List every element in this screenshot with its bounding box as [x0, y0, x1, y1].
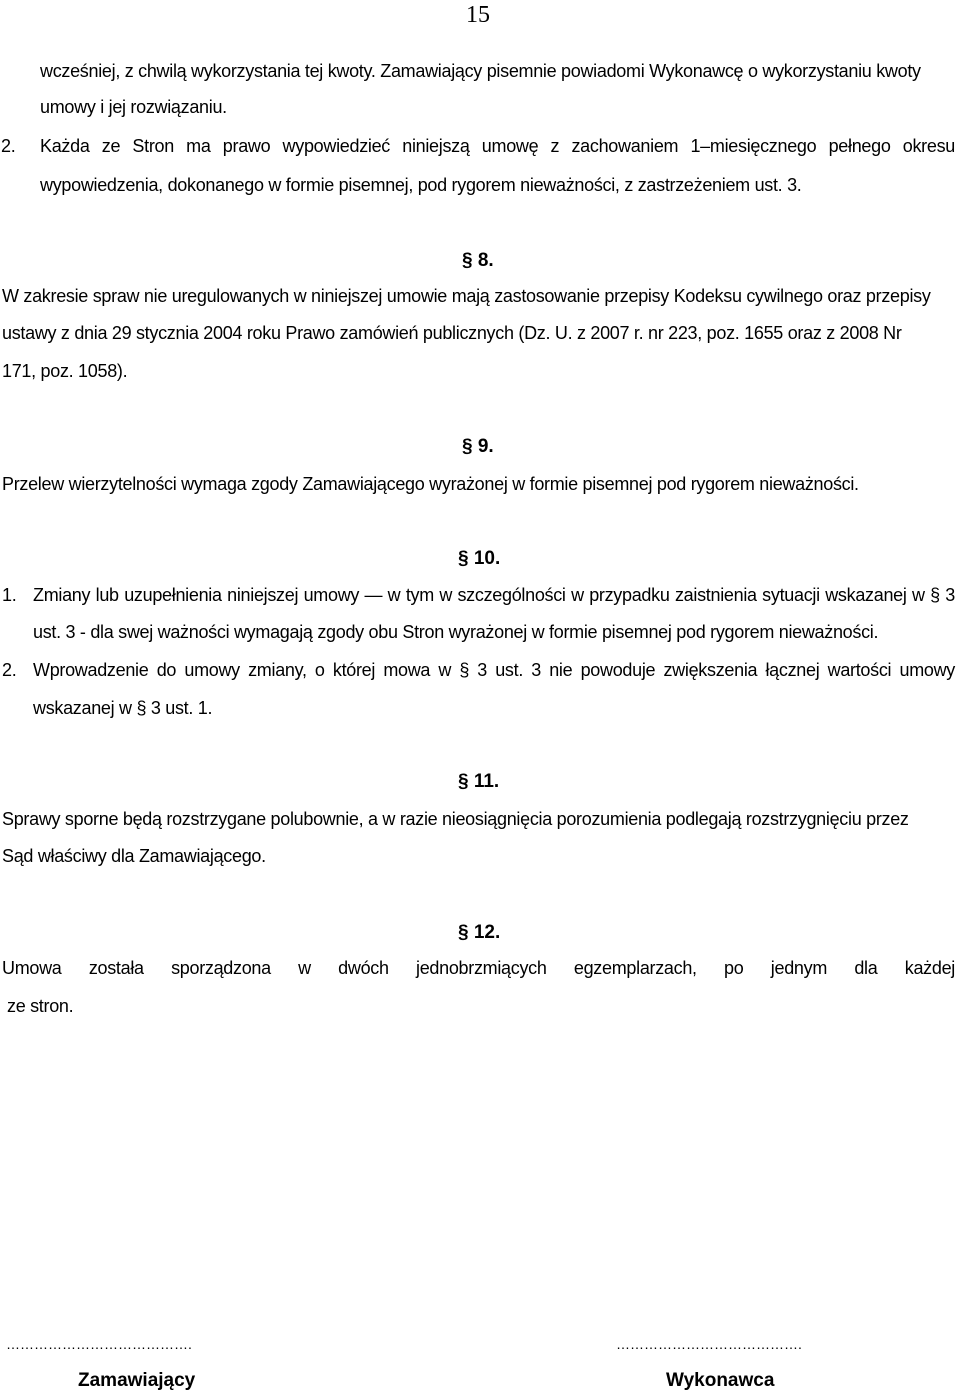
section-11-heading: § 11.: [458, 771, 500, 792]
section-11-line-1: Sprawy sporne będą rozstrzygane polubownie, a w razie nieosiągnięcia porozumienia podlegają rozstrzygnięciu przez: [2, 809, 909, 829]
section-9-line-1: Przelew wierzytelności wymaga zgody Zamawiającego wyrażonej w formie pisemnej pod rygorem nieważności.: [2, 474, 859, 494]
section-12-heading: § 12.: [458, 922, 501, 943]
section-8-line-3: 171, poz. 1058).: [2, 361, 128, 381]
section-10-item-1-line-1: Zmiany lub uzupełnienia niniejszej umowy — w tym w szczególności w przypadku zaistnienia sytuacji wskazanej w § 3: [33, 585, 955, 605]
item-2-line-1: Każda ze Stron ma prawo wypowiedzieć niniejszą umowę z zachowaniem 1–miesięcznego pełnego okresu: [40, 136, 955, 156]
signature-label-wykonawca: Wykonawca: [666, 1370, 775, 1391]
section-12-line-1: Umowa została sporządzona w dwóch jednobrzmiących egzemplarzach, po jednym dla każdej: [2, 958, 955, 978]
section-10-item-1-number: 1.: [2, 585, 17, 605]
section-8-line-1: W zakresie spraw nie uregulowanych w niniejszej umowie mają zastosowanie przepisy Kodeksu cywilnego oraz przepisy: [2, 286, 931, 306]
section-8-line-2: ustawy z dnia 29 stycznia 2004 roku Prawo zamówień publicznych (Dz. U. z 2007 r. nr 223, poz. 1655 oraz z 2008 Nr: [2, 323, 902, 343]
signature-label-zamawiajacy: Zamawiający: [78, 1370, 196, 1391]
signature-line-left: ………………………………….: [6, 1336, 192, 1352]
section-12-line-2: ze stron.: [7, 996, 74, 1016]
signature-line-right: ………………………………….: [616, 1336, 802, 1352]
section-11-line-2: Sąd właściwy dla Zamawiającego.: [2, 846, 266, 866]
section-10-item-1-line-2: ust. 3 - dla swej ważności wymagają zgody obu Stron wyrażonej w formie pisemnej pod rygorem nieważności.: [33, 622, 879, 642]
item-2-number: 2.: [1, 136, 16, 156]
section-10-item-2-number: 2.: [2, 660, 17, 680]
section-8-heading: § 8.: [462, 250, 494, 271]
page-number: 15: [466, 2, 490, 28]
item-2-line-2: wypowiedzenia, dokonanego w formie pisemnej, pod rygorem nieważności, z zastrzeżeniem ust. 3.: [40, 175, 802, 195]
section-10-item-2-line-2: wskazanej w § 3 ust. 1.: [33, 698, 213, 718]
continuation-line-1: wcześniej, z chwilą wykorzystania tej kwoty. Zamawiający pisemnie powiadomi Wykonawcę o wykorzystaniu kwoty: [40, 61, 921, 81]
section-10-item-2-line-1: Wprowadzenie do umowy zmiany, o której mowa w § 3 ust. 3 nie powoduje zwiększenia łącznej wartości umowy: [33, 660, 955, 680]
continuation-line-2: umowy i jej rozwiązaniu.: [40, 97, 227, 117]
section-10-heading: § 10.: [458, 548, 501, 569]
section-9-heading: § 9.: [462, 436, 494, 457]
